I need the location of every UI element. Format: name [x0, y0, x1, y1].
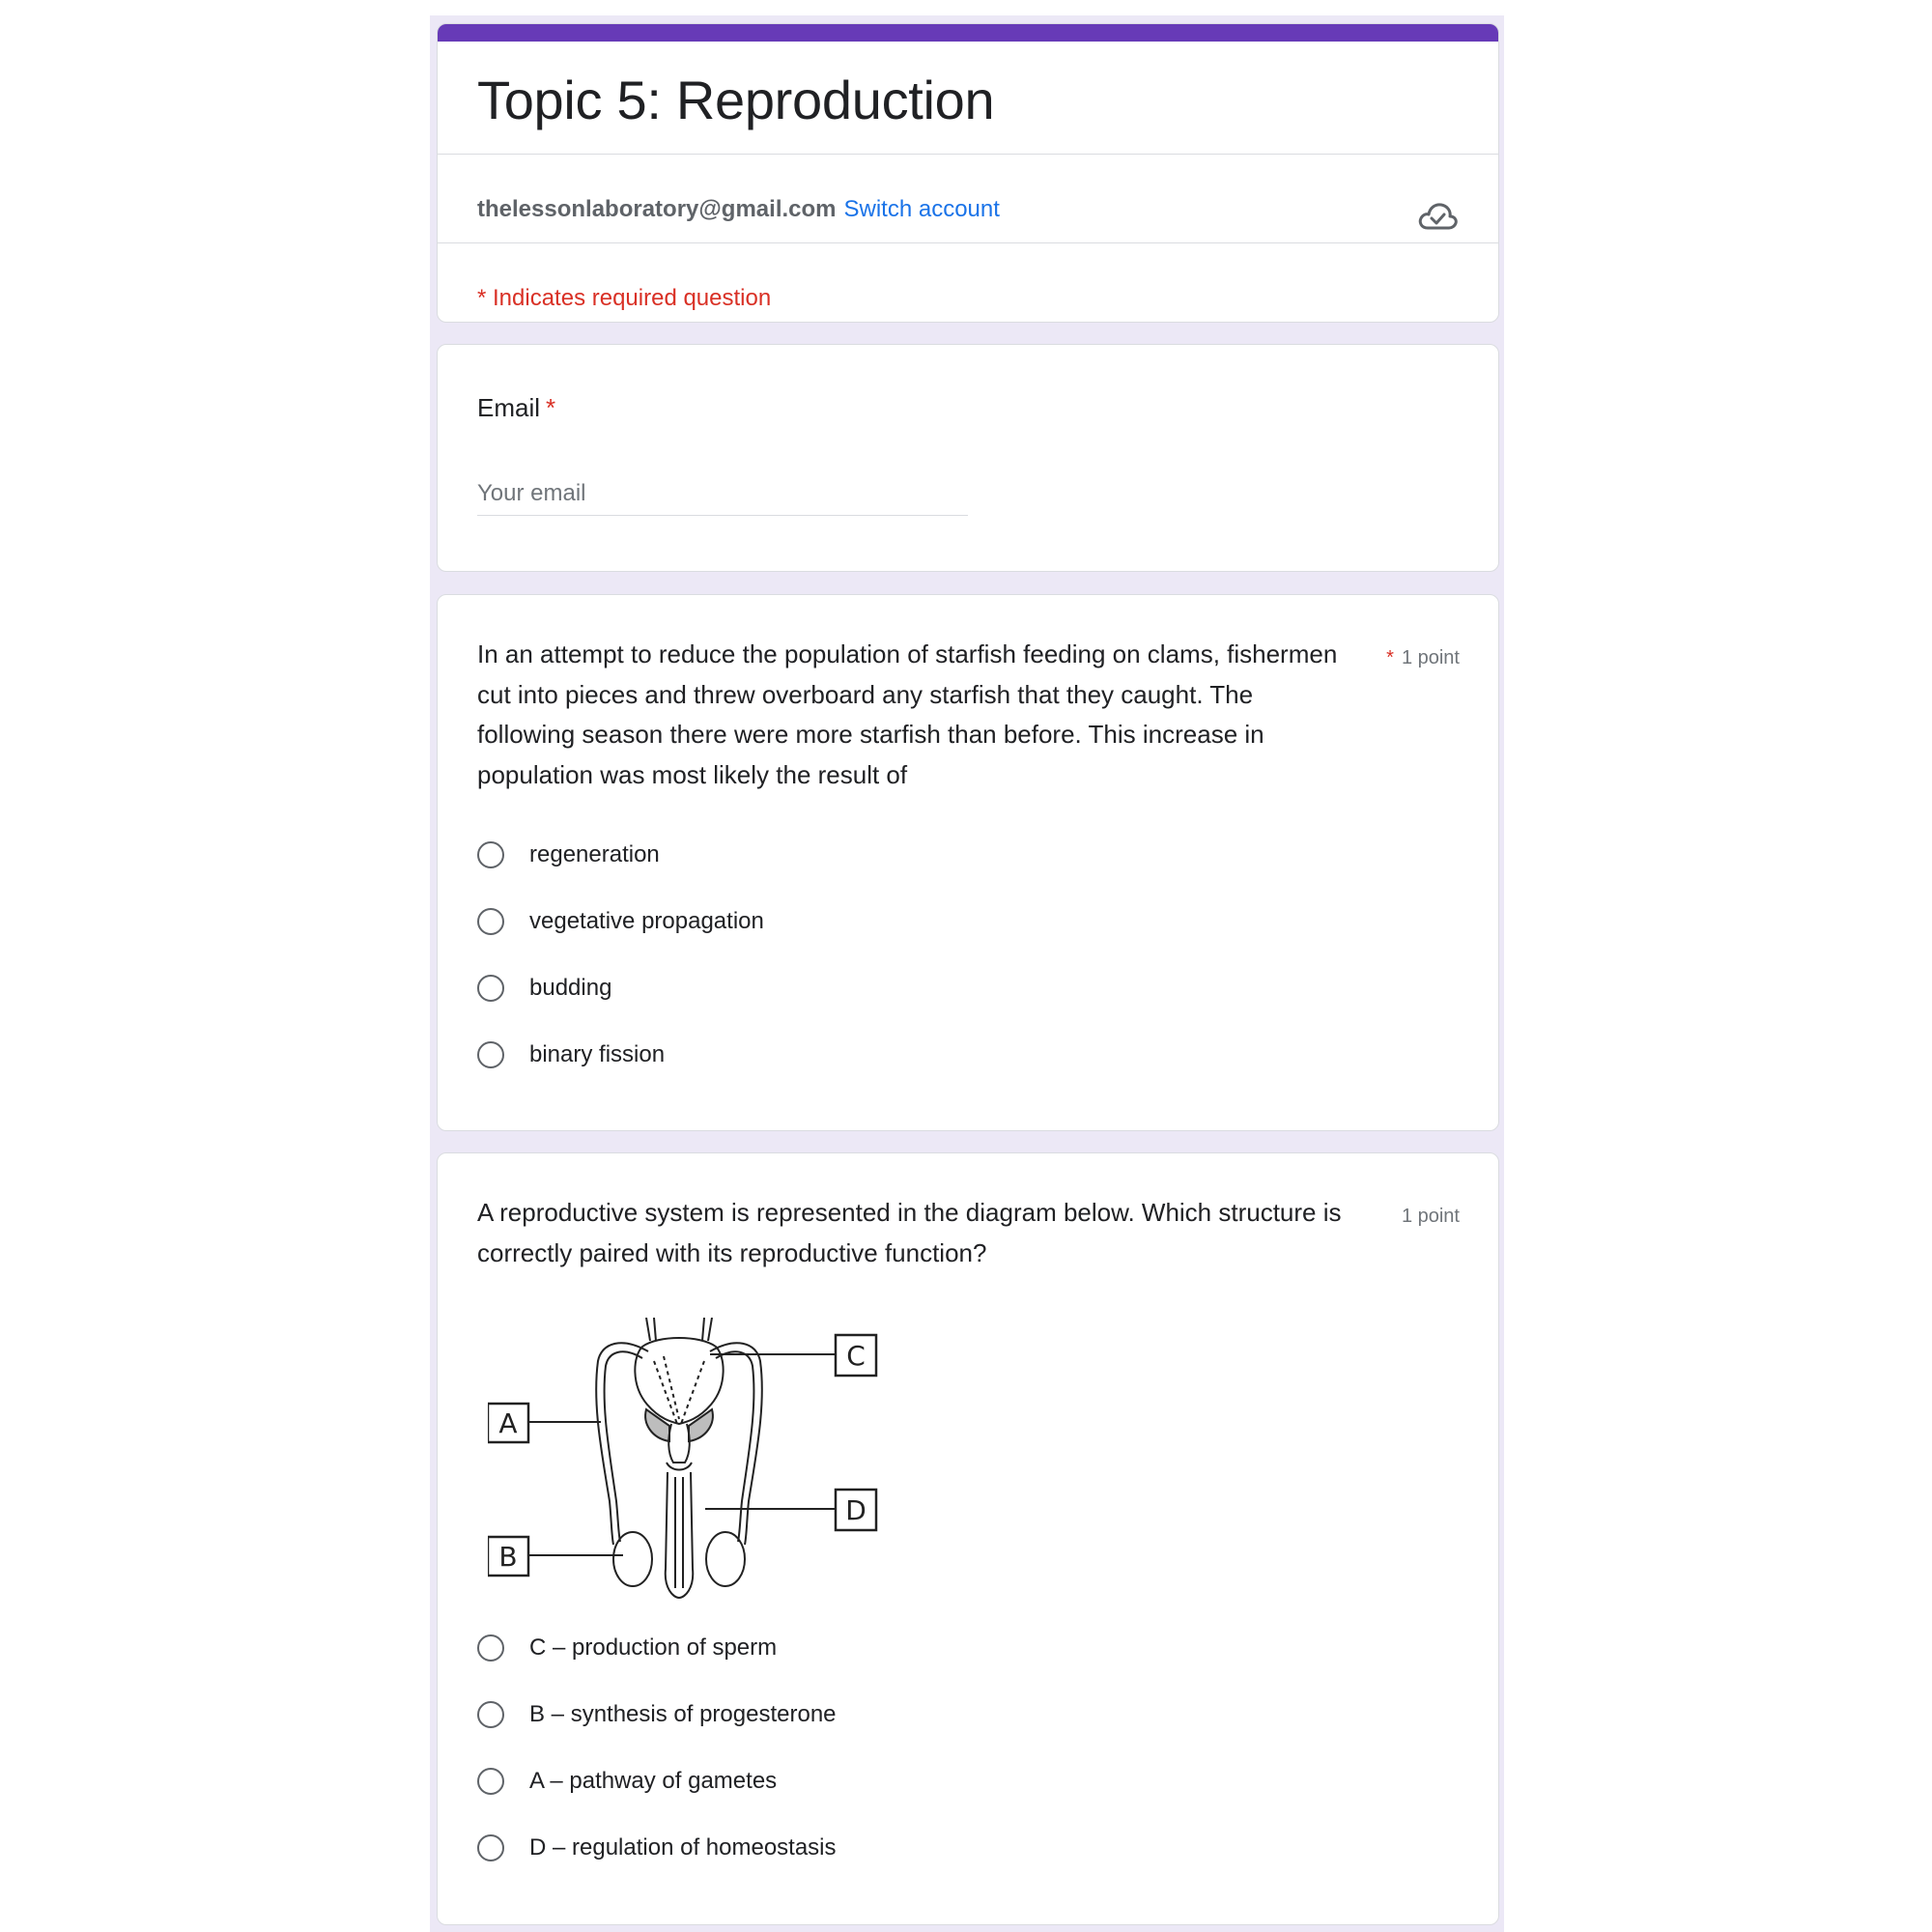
option-label: D – regulation of homeostasis [529, 1834, 837, 1861]
q2-option-d[interactable] [477, 1829, 837, 1867]
diagram-label-d: D [845, 1494, 867, 1526]
radio-button[interactable] [477, 1634, 504, 1662]
option-label: A – pathway of gametes [529, 1768, 778, 1794]
option-label: regeneration [529, 841, 660, 867]
radio-button[interactable] [477, 841, 504, 868]
form-title: Topic 5: Reproduction [477, 70, 995, 130]
required-star: * [1386, 647, 1394, 668]
account-divider [438, 242, 1498, 243]
form-header-card [437, 23, 1499, 323]
cloud-saved-icon[interactable] [1417, 200, 1458, 233]
q1-option-budding[interactable] [477, 969, 611, 1008]
radio-button[interactable] [477, 1834, 504, 1861]
q2-option-b[interactable] [477, 1695, 837, 1734]
email-input[interactable] [477, 472, 968, 516]
switch-account-link[interactable]: Switch account [843, 196, 1000, 222]
diagram-label-b: B [498, 1541, 518, 1573]
question-1-points [1386, 647, 1460, 669]
email-label-text: Email [477, 393, 541, 422]
header-accent-bar [438, 24, 1498, 42]
required-note: * Indicates required question [477, 285, 772, 311]
radio-button[interactable] [477, 1041, 504, 1068]
question-1-text: In an attempt to reduce the population of starfish feeding on clams, fishermen cut into pieces and threw overboard any starfish that they caught. The following season there were more starfish than before. This increase in population was most likely the result of [477, 639, 1338, 789]
header-divider [438, 154, 1498, 155]
q1-option-regeneration[interactable] [477, 836, 660, 874]
diagram-label-c: C [846, 1340, 866, 1372]
option-label: C – production of sperm [529, 1634, 778, 1661]
email-question-label [477, 393, 555, 423]
radio-button[interactable] [477, 975, 504, 1002]
radio-button[interactable] [477, 1768, 504, 1795]
question-card-2 [437, 1152, 1499, 1925]
option-label: budding [529, 975, 612, 1001]
points-label: 1 point [1401, 647, 1460, 668]
q2-option-a[interactable] [477, 1762, 777, 1801]
question-2-points: 1 point [1401, 1206, 1460, 1227]
diagram-label-a: A [498, 1407, 518, 1439]
account-email: thelessonlaboratory@gmail.com [477, 196, 837, 222]
q1-option-binary-fission[interactable] [477, 1036, 665, 1074]
question-2-text: A reproductive system is represented in the diagram below. Which structure is correctly paired with its reproductive function? [477, 1198, 1342, 1267]
q2-option-c[interactable] [477, 1629, 777, 1667]
option-label: binary fission [529, 1041, 666, 1067]
reproductive-system-diagram [488, 1318, 894, 1607]
option-label: B – synthesis of progesterone [529, 1701, 837, 1727]
email-question-card [437, 344, 1499, 572]
required-star: * [546, 393, 556, 422]
option-label: vegetative propagation [529, 908, 764, 934]
radio-button[interactable] [477, 908, 504, 935]
question-card-1 [437, 594, 1499, 1131]
q1-option-vegetative-propagation[interactable] [477, 902, 764, 941]
radio-button[interactable] [477, 1701, 504, 1728]
account-row [477, 196, 1000, 223]
